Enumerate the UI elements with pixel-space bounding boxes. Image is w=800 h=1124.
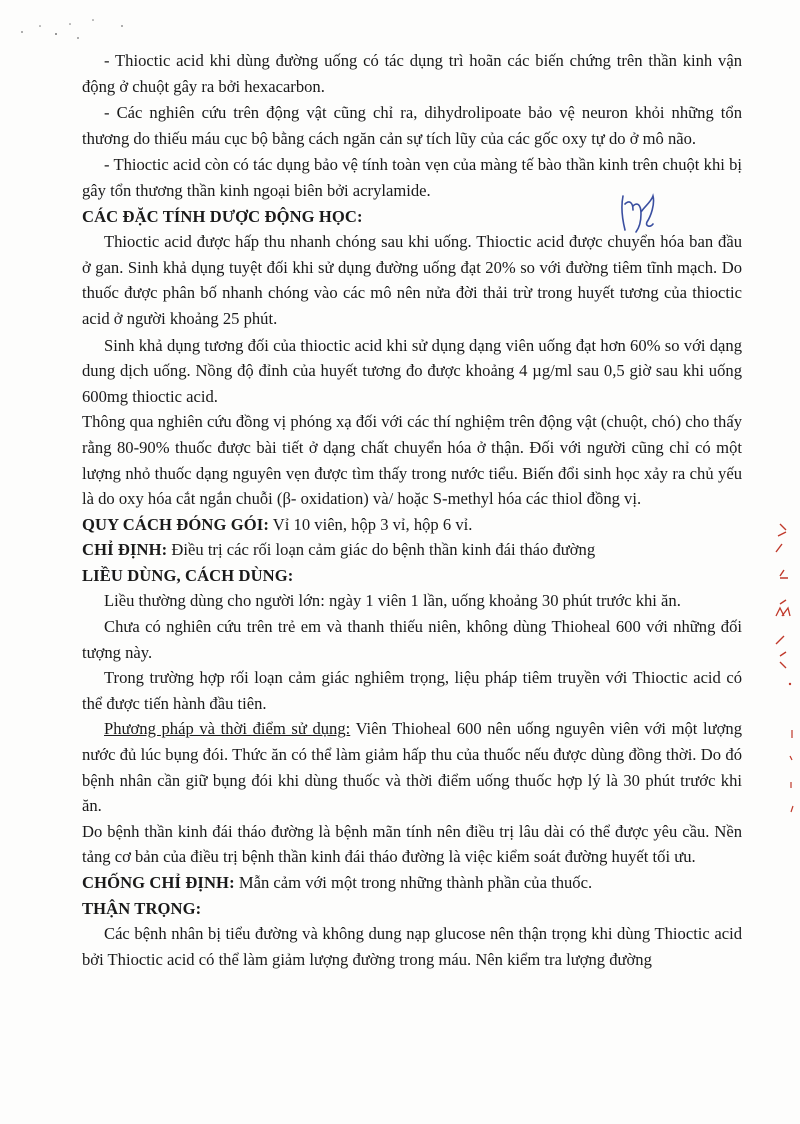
dosage-paragraph-3: Trong trường hợp rối loạn cảm giác nghiêm trọng, liệu pháp tiêm truyền với Thioctic acid có thể được tiến hành đầu tiên. — [82, 668, 742, 713]
contraindication-line — [82, 870, 742, 896]
method-label: Phương pháp và thời điểm sử dụng: — [104, 719, 351, 739]
packaging-line — [82, 512, 742, 538]
stamp-edge-marks-icon — [760, 520, 800, 820]
document-body — [82, 48, 742, 972]
precautions-paragraph-1: Các bệnh nhân bị tiểu đường và không dung nạp glucose nên thận trọng khi dùng Thioctic acid bởi Thioctic acid có thể làm giảm lượng đường trong máu. Nên kiểm tra lượng đường — [82, 924, 742, 969]
dosage-paragraph-2: Chưa có nghiên cứu trên trẻ em và thanh thiếu niên, không dùng Thioheal 600 với những đối tượng này. — [82, 617, 742, 662]
indication-line — [82, 537, 742, 563]
bullet-dihydrolipoate: - Các nghiên cứu trên động vật cũng chỉ ra, dihydrolipoate bảo vệ neuron khỏi những tổn thương do thiếu máu cục bộ bằng cách ngăn cản sự tích lũy của các gốc oxy tự do ở mô não. — [82, 103, 742, 148]
bullet-acrylamide: - Thioctic acid còn có tác dụng bảo vệ tính toàn vẹn của màng tế bào thần kinh trên chuột khi bị gây tổn thương thần kinh ngoại biên bởi acrylamide. — [82, 155, 742, 200]
dosage-paragraph-1: Liều thường dùng cho người lớn: ngày 1 viên 1 lần, uống khoảng 30 phút trước khi ăn. — [104, 591, 681, 611]
dosage-paragraph-5: Do bệnh thần kinh đái tháo đường là bệnh mãn tính nên điều trị lâu dài có thể được yêu cầu. Nền tảng cơ bản của điều trị bệnh thần kinh đái tháo đường là việc kiểm soát đường huyết tối ưu. — [82, 821, 742, 867]
heading-pharmacokinetics: CÁC ĐẶC TÍNH DƯỢC ĐỘNG HỌC: — [82, 206, 363, 226]
heading-indication: CHỈ ĐỊNH: — [82, 540, 168, 560]
heading-dosage: LIỀU DÙNG, CÁCH DÙNG: — [82, 565, 294, 585]
heading-packaging: QUY CÁCH ĐÓNG GÓI: — [82, 514, 269, 534]
method-text: Viên Thioheal 600 nên uống nguyên viên với một lượng nước đủ lúc bụng đói. Thức ăn có thể làm giảm hấp thu của thuốc nếu được dùng đồng thời. Do đó bệnh nhân cần giữ bụng đói khi dùng thuốc và thời điểm uống thuốc hợp lý là 30 phút trước khi ăn. — [82, 719, 743, 816]
pharmacokinetics-paragraph-1: Thioctic acid được hấp thu nhanh chóng sau khi uống. Thioctic acid được chuyển hóa ban đầu ở gan. Sinh khả dụng tuyệt đối khi sử dụng đường uống đạt 20% so với đường tiêm tĩnh mạch. Do thuốc được phân bố nhanh chóng vào các mô nên nửa đời thải trừ trong huyết tương của thioctic acid ở người khoảng 25 phút. — [82, 232, 742, 328]
indication-text: Điều trị các rối loạn cảm giác do bệnh thần kinh đái tháo đường — [167, 540, 596, 560]
heading-precautions: THẬN TRỌNG: — [82, 898, 202, 918]
scan-specks — [18, 12, 138, 42]
heading-contraindication: CHỐNG CHỈ ĐỊNH: — [82, 873, 235, 892]
pharmacokinetics-paragraph-3: Thông qua nghiên cứu đồng vị phóng xạ đối với các thí nghiệm trên động vật (chuột, chó) cho thấy rằng 80-90% thuốc được bài tiết ở dạng chất chuyển hóa ở thận. Đối với người cũng chỉ có một lượng nhỏ thuốc dạng nguyên vẹn được tìm thấy trong nước tiểu. Biến đổi sinh học xảy ra chủ yếu là do oxy hóa cắt ngắn chuỗi (β- oxidation) và/ hoặc S-methyl hóa các thiol đồng vị. — [82, 412, 742, 509]
bullet-hexacarbon: - Thioctic acid khi dùng đường uống có tác dụng trì hoãn các biến chứng trên thần kinh vận động ở chuột gây ra bởi hexacarbon. — [82, 51, 742, 96]
pharmacokinetics-paragraph-2: Sinh khả dụng tương đối của thioctic acid khi sử dụng dạng viên uống đạt hơn 60% so với dạng dung dịch uống. Nồng độ đỉnh của huyết tương đo được khoảng 4 µg/ml sau 0,5 giờ sau khi uống 600mg thioctic acid. — [82, 335, 742, 406]
dosage-method-paragraph — [82, 716, 742, 818]
contraindication-text: Mẫn cảm với một trong những thành phần của thuốc. — [234, 873, 593, 892]
packaging-text: Vỉ 10 viên, hộp 3 vỉ, hộp 6 vỉ. — [268, 514, 473, 534]
